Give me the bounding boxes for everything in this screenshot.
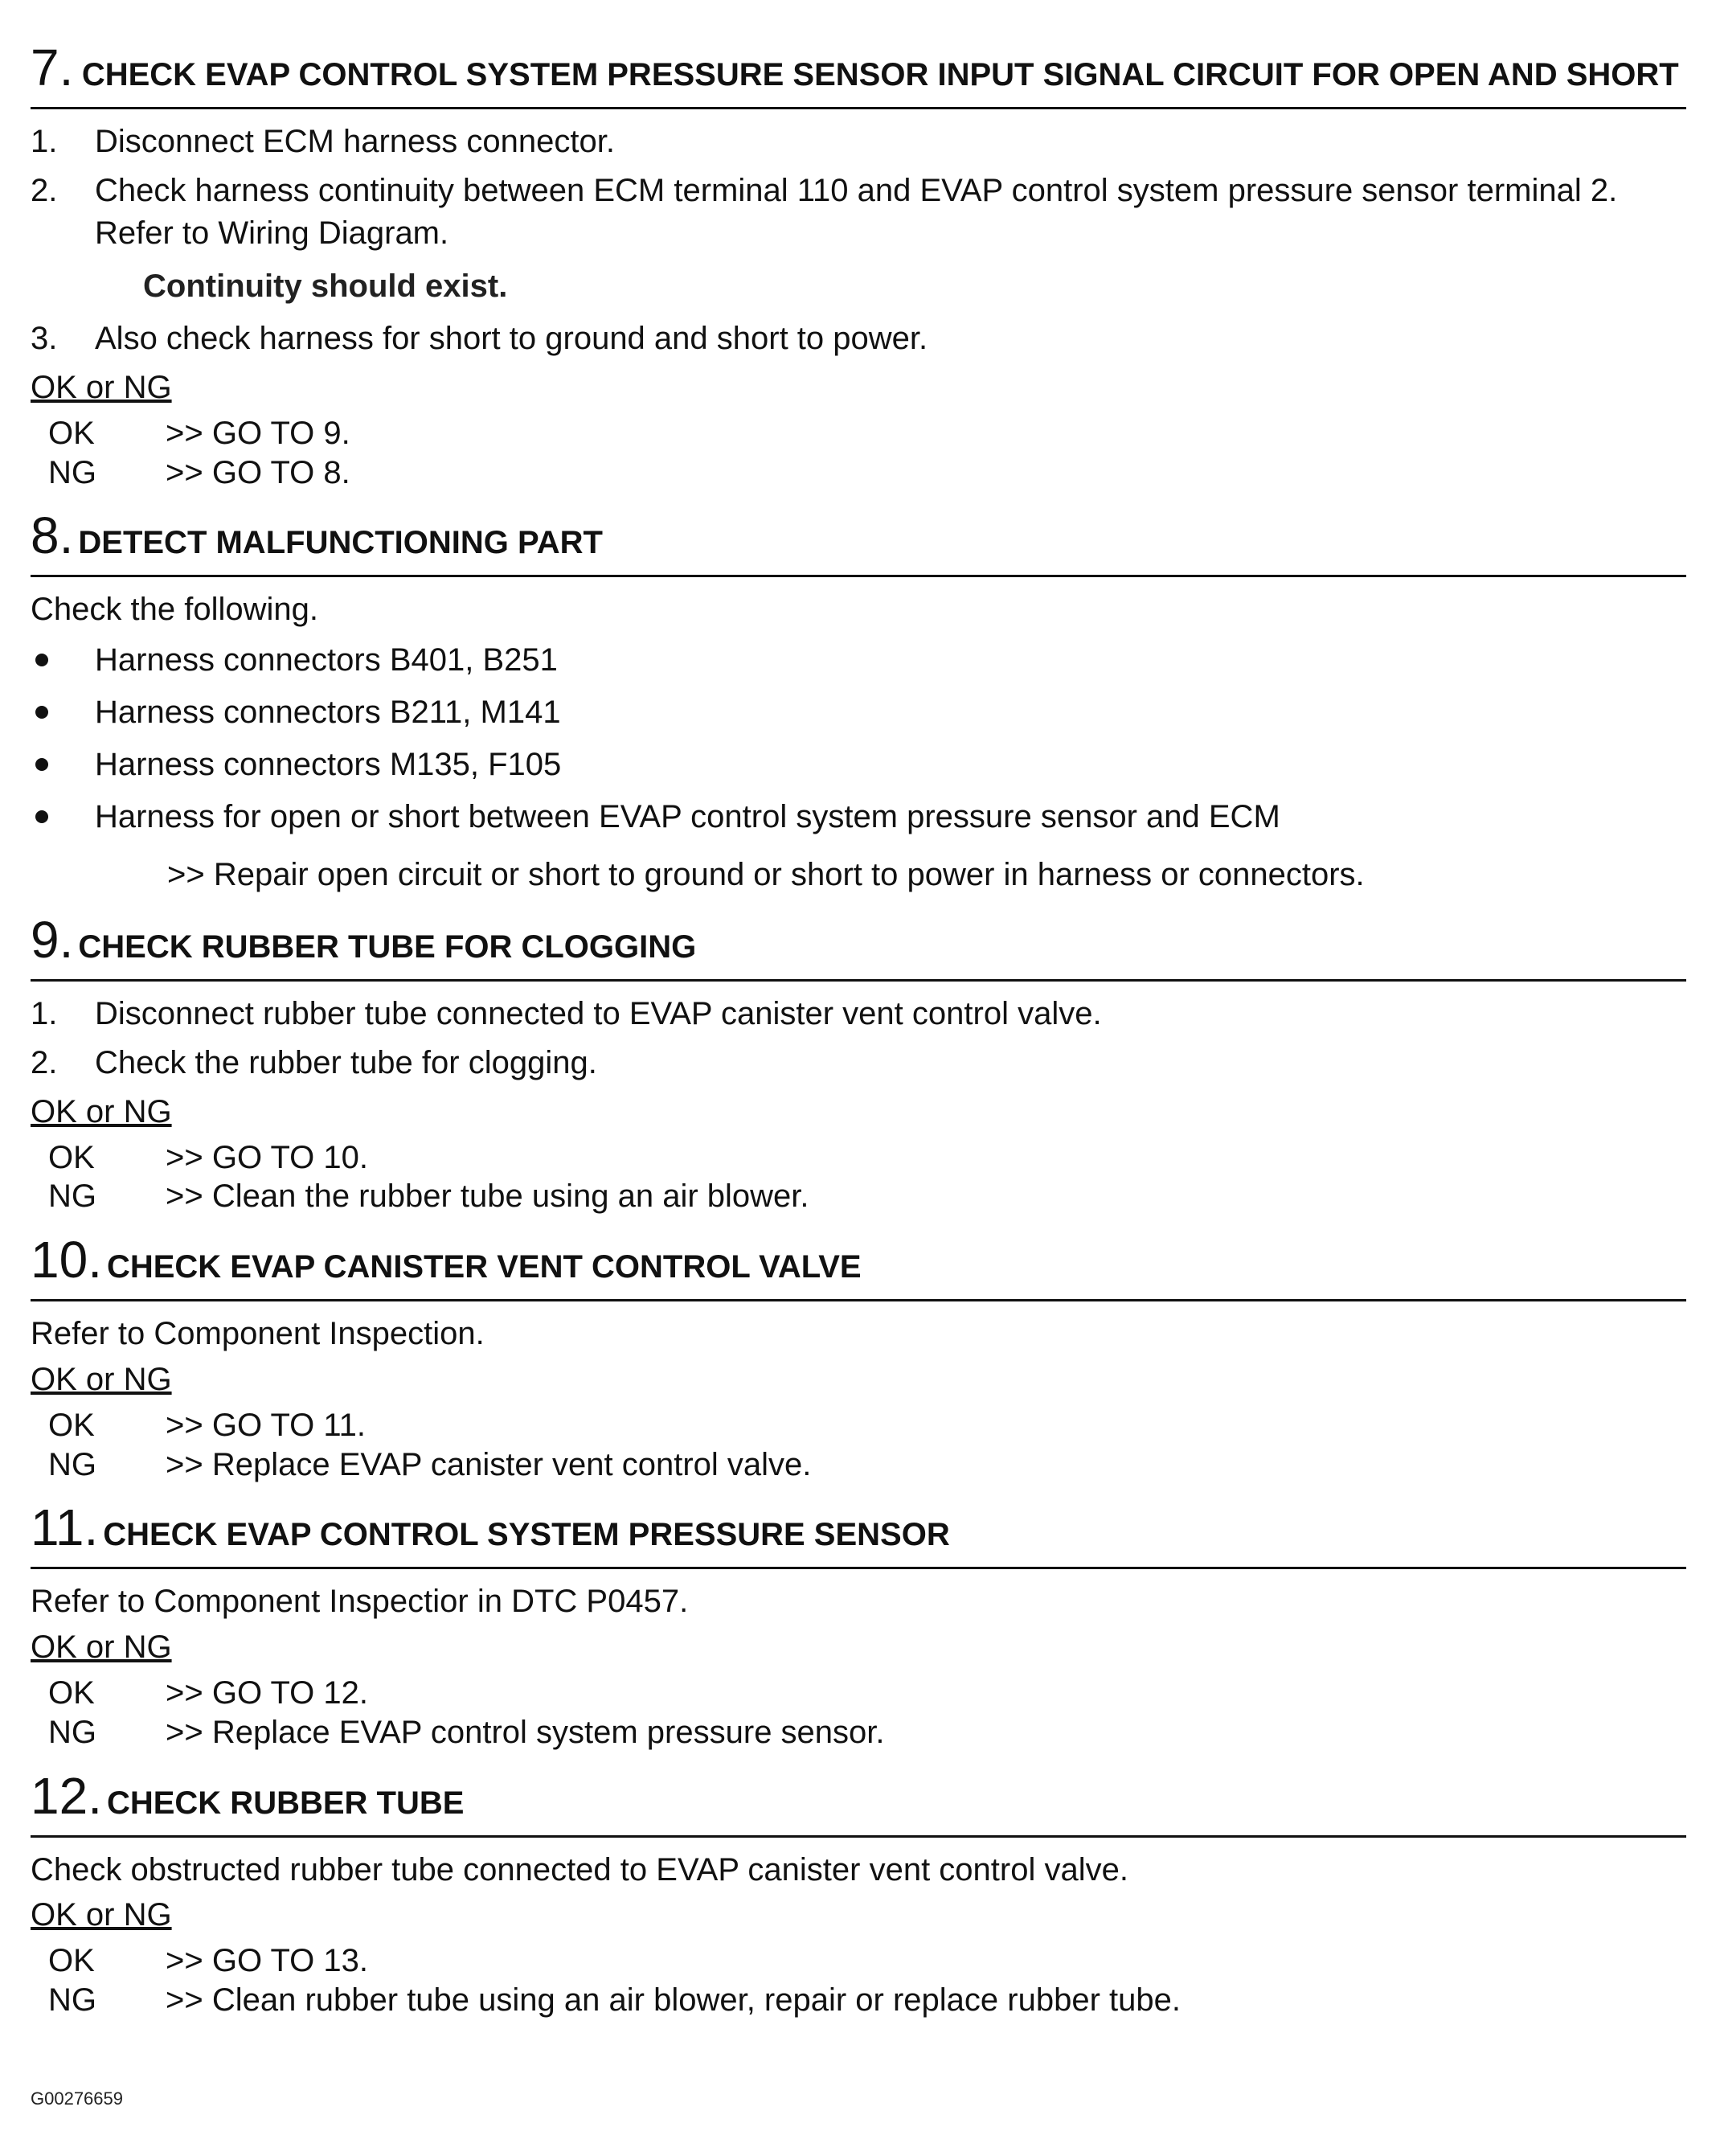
result-ok bbox=[48, 414, 1686, 453]
result-action: >> Replace EVAP canister vent control valve. bbox=[166, 1446, 812, 1482]
section-body bbox=[31, 109, 1686, 492]
section-intro: Refer to Component Inspectior in DTC P0457. bbox=[31, 1584, 689, 1620]
bullet-item bbox=[31, 744, 1686, 786]
step-item bbox=[31, 1042, 1686, 1084]
ok-or-ng-label: OK or NG bbox=[31, 1897, 172, 1933]
result-ng bbox=[48, 1981, 1686, 2020]
result-key: NG bbox=[48, 1982, 96, 2018]
result-ok bbox=[48, 1138, 1686, 1178]
step-text: Disconnect ECM harness connector. bbox=[95, 124, 615, 159]
section-number: 8. bbox=[31, 506, 74, 565]
result-key: OK bbox=[48, 1407, 95, 1443]
result-key: NG bbox=[48, 454, 96, 490]
result-action: >> Clean the rubber tube using an air blower. bbox=[166, 1178, 809, 1215]
bullet-icon bbox=[31, 796, 95, 838]
result-ng bbox=[48, 1445, 1686, 1485]
result-ng bbox=[48, 1713, 1686, 1752]
result-key: OK bbox=[48, 1943, 95, 1979]
result-ng bbox=[48, 1177, 1686, 1216]
section-intro: Check obstructed rubber tube connected to EVAP canister vent control valve. bbox=[31, 1851, 1128, 1888]
result-key: OK bbox=[48, 1139, 95, 1175]
section-number: 11. bbox=[31, 1498, 99, 1557]
step-text: Check harness continuity between ECM terminal 110 and EVAP control system pressure sensor terminal 2. bbox=[95, 172, 1618, 208]
result-action: >> Replace EVAP control system pressure sensor. bbox=[166, 1714, 885, 1750]
section-7 bbox=[31, 39, 1686, 492]
section-body bbox=[31, 1838, 1686, 2020]
section-header bbox=[31, 1498, 1686, 1569]
section-title: CHECK RUBBER TUBE bbox=[106, 1785, 465, 1821]
result-key: NG bbox=[48, 1714, 96, 1750]
step-number: 3. bbox=[31, 321, 58, 357]
section-title: CHECK EVAP CANISTER VENT CONTROL VALVE bbox=[106, 1249, 862, 1285]
section-number: 7. bbox=[31, 39, 74, 96]
section-12 bbox=[31, 1766, 1686, 2020]
result-action: >> Clean rubber tube using an air blower, repair or replace rubber tube. bbox=[166, 1982, 1181, 2018]
section-9 bbox=[31, 911, 1686, 1216]
step-text: Check the rubber tube for clogging. bbox=[95, 1044, 597, 1080]
section-11 bbox=[31, 1498, 1686, 1752]
section-title: DETECT MALFUNCTIONING PART bbox=[78, 525, 603, 561]
bullet-icon bbox=[31, 639, 95, 682]
result-ok bbox=[48, 1406, 1686, 1445]
section-header bbox=[31, 1231, 1686, 1301]
result-action: >> GO TO 8. bbox=[166, 454, 350, 490]
bullet-text: Harness connectors B401, B251 bbox=[95, 642, 558, 678]
bullet-icon bbox=[31, 744, 95, 786]
section-number: 12. bbox=[31, 1766, 102, 1825]
step-item bbox=[31, 318, 1686, 360]
section-body bbox=[31, 577, 1686, 896]
section-header bbox=[31, 1766, 1686, 1838]
bullet-text: Harness connectors M135, F105 bbox=[95, 746, 562, 782]
result-action: >> GO TO 12. bbox=[166, 1674, 368, 1711]
bullet-text: Harness connectors B211, M141 bbox=[95, 694, 561, 730]
result-key: NG bbox=[48, 1178, 96, 1215]
bullet-text: Harness for open or short between EVAP control system pressure sensor and ECM bbox=[95, 798, 1280, 834]
spec-note: Continuity should exist. bbox=[143, 268, 508, 305]
section-title: CHECK EVAP CONTROL SYSTEM PRESSURE SENSOR bbox=[103, 1517, 950, 1553]
section-intro: Refer to Component Inspection. bbox=[31, 1316, 485, 1352]
result-ok bbox=[48, 1941, 1686, 1981]
result-action: >> GO TO 11. bbox=[166, 1407, 367, 1443]
result-key: NG bbox=[48, 1446, 96, 1482]
result-key: OK bbox=[48, 1674, 95, 1711]
step-item bbox=[31, 993, 1686, 1035]
step-text-block bbox=[95, 170, 1686, 255]
document-code: G00276659 bbox=[31, 2088, 123, 2109]
section-title: CHECK EVAP CONTROL SYSTEM PRESSURE SENSOR INPUT SIGNAL CIRCUIT FOR OPEN AND SHORT bbox=[81, 57, 1679, 92]
step-item bbox=[31, 121, 1686, 163]
section-header bbox=[31, 39, 1686, 109]
section-10 bbox=[31, 1231, 1686, 1484]
section-intro: Check the following. bbox=[31, 592, 318, 628]
result-key: OK bbox=[48, 415, 95, 451]
bullet-item bbox=[31, 796, 1686, 838]
bullet-item bbox=[31, 639, 1686, 682]
result-ng bbox=[48, 453, 1686, 493]
repair-action: >> Repair open circuit or short to ground or short to power in harness or connectors. bbox=[167, 857, 1365, 893]
result-action: >> GO TO 9. bbox=[166, 415, 350, 451]
section-number: 10. bbox=[31, 1231, 102, 1289]
section-body bbox=[31, 1301, 1686, 1484]
section-number: 9. bbox=[31, 911, 74, 969]
ok-or-ng-label: OK or NG bbox=[31, 1361, 172, 1397]
ok-or-ng-label: OK or NG bbox=[31, 369, 172, 405]
step-number: 1. bbox=[31, 124, 58, 159]
section-body bbox=[31, 1569, 1686, 1752]
result-action: >> GO TO 13. bbox=[166, 1943, 368, 1979]
bullet-item bbox=[31, 691, 1686, 734]
step-number: 1. bbox=[31, 996, 58, 1032]
result-action: >> GO TO 10. bbox=[166, 1139, 368, 1175]
section-8 bbox=[31, 506, 1686, 896]
step-subtext: Refer to Wiring Diagram. bbox=[95, 215, 449, 251]
section-header bbox=[31, 506, 1686, 577]
ok-or-ng-label: OK or NG bbox=[31, 1629, 172, 1666]
step-text: Also check harness for short to ground and short to power. bbox=[95, 321, 928, 357]
result-ok bbox=[48, 1674, 1686, 1713]
section-body bbox=[31, 982, 1686, 1216]
ok-or-ng-label: OK or NG bbox=[31, 1093, 172, 1129]
section-header bbox=[31, 911, 1686, 982]
step-number: 2. bbox=[31, 1044, 58, 1080]
step-item bbox=[31, 170, 1686, 255]
step-text: Disconnect rubber tube connected to EVAP canister vent control valve. bbox=[95, 996, 1102, 1032]
bullet-icon bbox=[31, 691, 95, 734]
section-title: CHECK RUBBER TUBE FOR CLOGGING bbox=[78, 929, 697, 965]
document-page bbox=[31, 39, 1686, 2020]
step-number: 2. bbox=[31, 172, 58, 208]
